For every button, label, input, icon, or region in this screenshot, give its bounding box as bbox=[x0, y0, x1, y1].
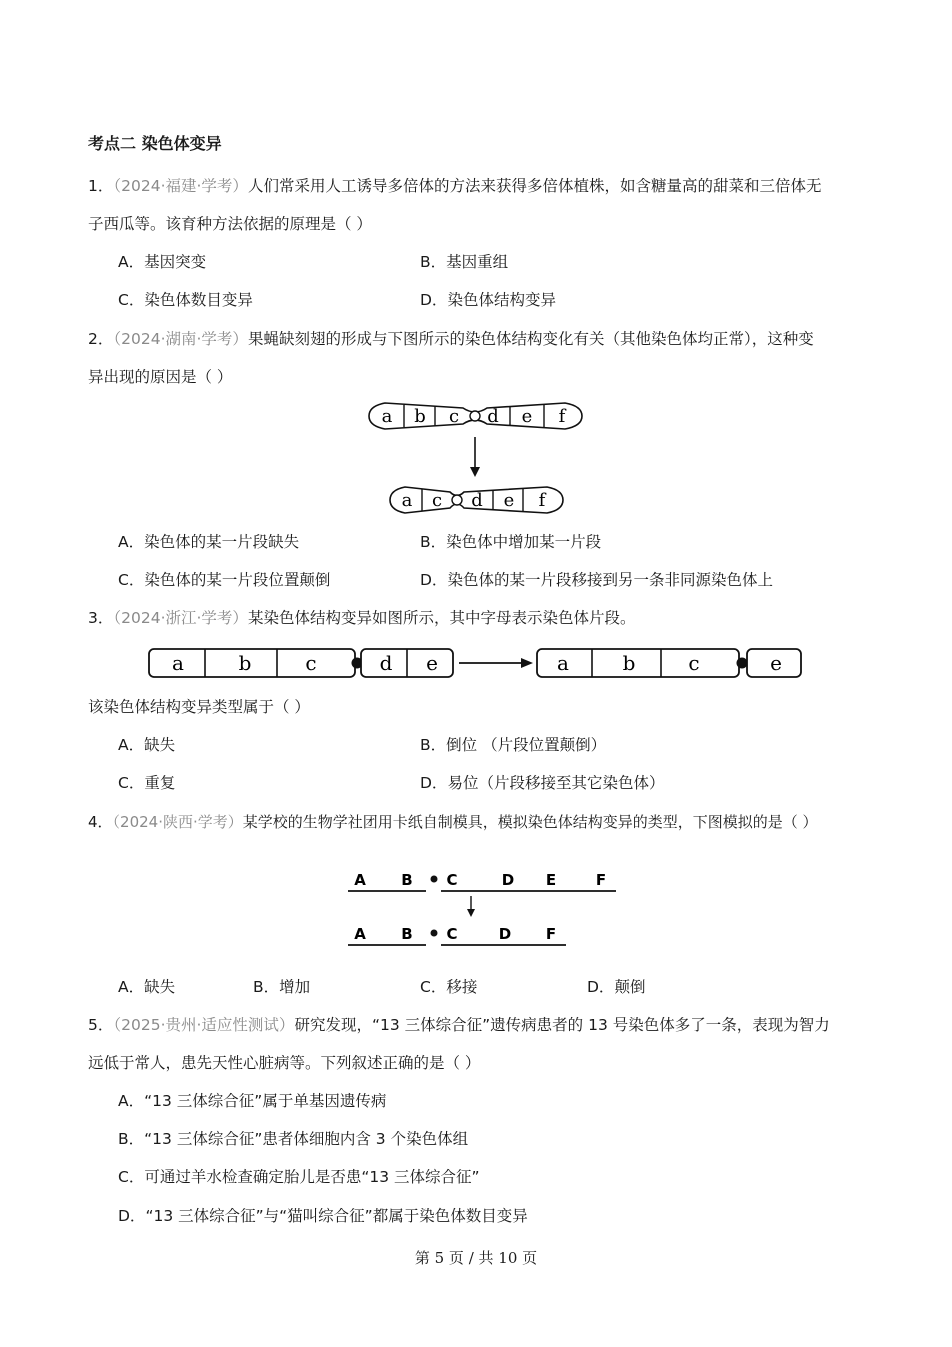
q5-option-b[interactable]: B．“13 三体综合征”患者体细胞内含 3 个染色体组 bbox=[118, 1130, 469, 1148]
gene-label: C bbox=[446, 925, 458, 943]
q2-option-a[interactable]: A．染色体的某一片段缺失 bbox=[118, 533, 300, 551]
question-5-line-1 bbox=[88, 1015, 830, 1035]
q3-option-d[interactable]: D．易位（片段移接至其它染色体） bbox=[420, 774, 665, 792]
gene-label: D bbox=[498, 925, 512, 943]
gene-label: C bbox=[446, 871, 458, 889]
segment-label: b bbox=[238, 651, 252, 675]
question-source: （2024·陕西·学考） bbox=[112, 813, 243, 831]
q4-option-a[interactable]: A．缺失 bbox=[118, 978, 176, 996]
question-number: 4． bbox=[88, 813, 113, 831]
chromosome-before bbox=[149, 649, 453, 677]
gene-label: e bbox=[521, 406, 533, 427]
gene-label: a bbox=[401, 490, 413, 511]
question-source: （2024·浙江·学考） bbox=[113, 609, 248, 627]
gene-label: d bbox=[487, 406, 499, 427]
q3-option-c[interactable]: C．重复 bbox=[118, 774, 176, 792]
question-stem: 研究发现，“13 三体综合征”遗传病患者的 13 号染色体多了一条，表现为智力 bbox=[294, 1016, 830, 1034]
gene-label: F bbox=[545, 925, 557, 943]
chromosome-original bbox=[348, 871, 616, 891]
q1-option-d[interactable]: D．染色体结构变异 bbox=[420, 291, 556, 309]
segment-label: e bbox=[426, 651, 438, 675]
q5-option-a[interactable]: A．“13 三体综合征”属于单基因遗传病 bbox=[118, 1092, 387, 1110]
gene-label: E bbox=[545, 871, 557, 889]
q2-option-b[interactable]: B．染色体中增加某一片段 bbox=[420, 533, 602, 551]
gene-label: D bbox=[501, 871, 515, 889]
q1-option-c[interactable]: C．染色体数目变异 bbox=[118, 291, 253, 309]
segment-label: a bbox=[172, 651, 184, 675]
segment-label: b bbox=[622, 651, 636, 675]
q4-chromosome-figure bbox=[340, 862, 625, 952]
question-1-line-2: 子西瓜等。该育种方法依据的原理是（ ） bbox=[88, 215, 372, 233]
gene-label: B bbox=[401, 871, 413, 889]
gene-label: B bbox=[401, 925, 413, 943]
q2-option-d[interactable]: D．染色体的某一片段移接到另一条非同源染色体上 bbox=[420, 571, 773, 589]
q3-option-b[interactable]: B．倒位 （片段位置颠倒） bbox=[420, 736, 607, 754]
segment-label: e bbox=[770, 651, 782, 675]
q1-option-a[interactable]: A．基因突变 bbox=[118, 253, 207, 271]
q4-option-d[interactable]: D．颠倒 bbox=[587, 978, 646, 996]
section-title: 考点二 染色体变异 bbox=[88, 134, 222, 153]
gene-label: c bbox=[448, 406, 460, 427]
q3-chromosome-figure bbox=[145, 645, 810, 683]
gene-label: A bbox=[354, 871, 366, 889]
chromosome-mutated bbox=[348, 925, 566, 945]
question-number: 1． bbox=[88, 177, 114, 195]
gene-label: f bbox=[538, 490, 546, 511]
chromosome-after bbox=[537, 649, 801, 677]
q4-option-c[interactable]: C．移接 bbox=[420, 978, 478, 996]
gene-label: f bbox=[558, 406, 566, 427]
q2-chromosome-figure bbox=[360, 395, 590, 520]
gene-label: e bbox=[503, 490, 515, 511]
gene-label: b bbox=[414, 406, 426, 427]
question-stem: 某学校的生物学社团用卡纸自制模具，模拟染色体结构变异的类型，下图模拟的是（ ） bbox=[242, 813, 818, 831]
question-number: 2． bbox=[88, 330, 114, 348]
gene-label: c bbox=[431, 490, 443, 511]
question-source: （2024·湖南·学考） bbox=[113, 330, 248, 348]
question-1-line-1 bbox=[88, 176, 821, 196]
question-stem: 某染色体结构变异如图所示，其中字母表示染色体片段。 bbox=[247, 609, 636, 627]
gene-label: F bbox=[595, 871, 607, 889]
question-number: 5． bbox=[88, 1016, 114, 1034]
segment-label: a bbox=[557, 651, 569, 675]
question-number: 3． bbox=[88, 609, 114, 627]
segment-label: c bbox=[305, 651, 317, 675]
question-3-line-2: 该染色体结构变异类型属于（ ） bbox=[88, 698, 310, 716]
question-source: （2025·贵州·适应性测试） bbox=[113, 1016, 295, 1034]
question-2-line-1 bbox=[88, 329, 814, 349]
question-4-line-1 bbox=[88, 812, 818, 832]
gene-label: A bbox=[354, 925, 366, 943]
q1-option-b[interactable]: B．基因重组 bbox=[420, 253, 509, 271]
gene-label: a bbox=[381, 406, 393, 427]
page-footer: 第 5 页 / 共 10 页 bbox=[414, 1249, 538, 1267]
question-3-line-1 bbox=[88, 608, 635, 628]
segment-label: c bbox=[688, 651, 700, 675]
q5-option-d[interactable]: D．“13 三体综合征”与“猫叫综合征”都属于染色体数目变异 bbox=[118, 1207, 528, 1225]
question-5-line-2: 远低于常人，患先天性心脏病等。下列叙述正确的是（ ） bbox=[88, 1054, 481, 1072]
q4-option-b[interactable]: B．增加 bbox=[253, 978, 311, 996]
question-source: （2024·福建·学考） bbox=[113, 177, 248, 195]
q2-option-c[interactable]: C．染色体的某一片段位置颠倒 bbox=[118, 571, 331, 589]
question-2-line-2: 异出现的原因是（ ） bbox=[88, 368, 233, 386]
question-stem: 人们常采用人工诱导多倍体的方法来获得多倍体植株，如含糖量高的甜菜和三倍体无 bbox=[247, 177, 822, 195]
question-stem: 果蝇缺刻翅的形成与下图所示的染色体结构变化有关（其他染色体均正常），这种变 bbox=[247, 330, 814, 348]
chromosome-mutated bbox=[390, 487, 563, 513]
gene-label: d bbox=[471, 490, 483, 511]
q5-option-c[interactable]: C．可通过羊水检查确定胎儿是否患“13 三体综合征” bbox=[118, 1168, 480, 1186]
q3-option-a[interactable]: A．缺失 bbox=[118, 736, 176, 754]
segment-label: d bbox=[379, 651, 393, 675]
chromosome-original bbox=[369, 395, 590, 429]
